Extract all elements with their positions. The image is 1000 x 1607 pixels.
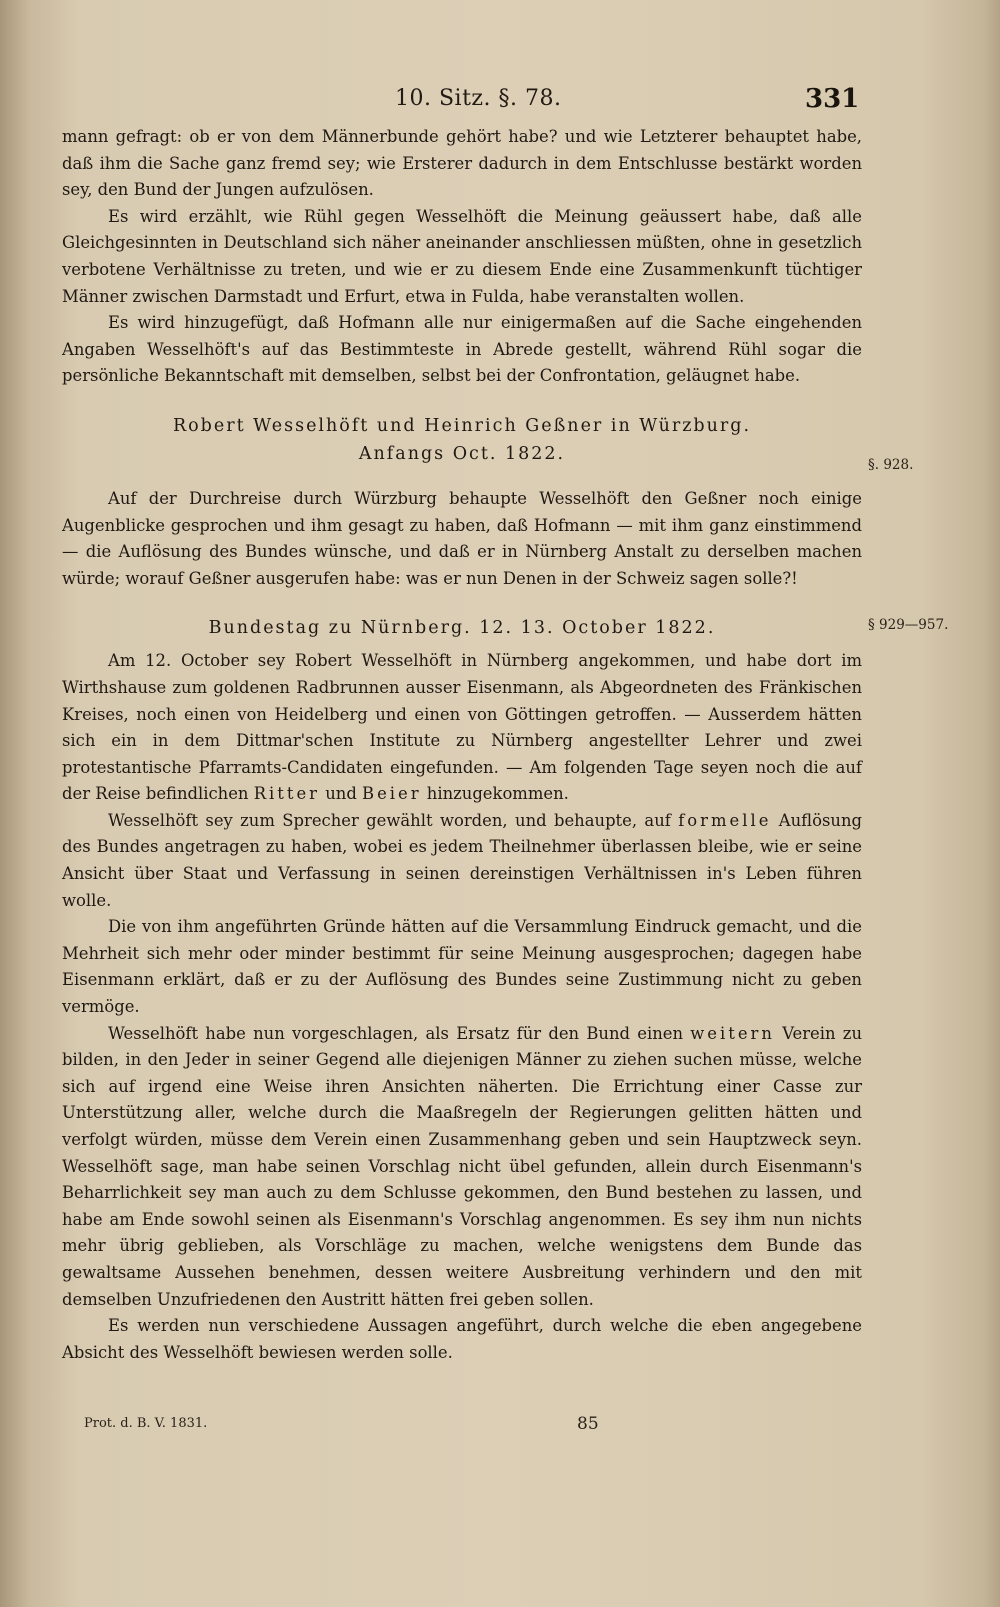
paragraph-9: Es werden nun verschiedene Aussagen angeführt, durch welche die eben angegebene Absicht des Wesselhöft bewiesen werden solle. bbox=[62, 1316, 862, 1362]
page-footer bbox=[0, 1414, 1000, 1438]
paragraph-3: Es wird hinzugefügt, daß Hofmann alle nur einigermaßen auf die Sache eingehenden Angaben Wesselhöft's auf das Bestimmteste in Abrede gestellt, während Rühl sogar die persönliche Bekanntschaft mit demselben, selbst bei der Confrontation, geläugnet habe. bbox=[62, 313, 862, 386]
paragraph-7: Die von ihm angeführten Gründe hätten auf die Versammlung Eindruck gemacht, und die Mehrheit sich mehr oder minder bestimmt für seine Meinung ausgesprochen; dagegen habe Eisenmann erklärt, daß er zu der Auflösung des Bundes seine Zustimmung nicht zu geben vermöge. bbox=[62, 917, 862, 1017]
page-number: 331 bbox=[805, 84, 860, 114]
footer-page-number: 85 bbox=[577, 1414, 599, 1434]
page-header bbox=[0, 86, 1000, 120]
footer-signature: Prot. d. B. V. 1831. bbox=[84, 1416, 208, 1431]
paragraph-6: Wesselhöft sey zum Sprecher gewählt worden, und behaupte, auf formelle Auflösung des Bundes angetragen zu haben, wobei es jedem Theilnehmer überlassen bleibe, wie er seine Ansicht über Staat und Verfassung in seinen dereinstigen Verhältnissen in's Leben führen wolle. bbox=[62, 810, 862, 910]
running-head: 10. Sitz. §. 78. bbox=[395, 86, 562, 111]
margin-note-928: §. 928. bbox=[868, 457, 914, 473]
margin-note-929-957: § 929—957. bbox=[868, 617, 949, 633]
body-text bbox=[62, 124, 862, 1366]
section-heading-nuernberg: Bundestag zu Nürnberg. 12. 13. October 1822. bbox=[208, 618, 716, 639]
paragraph-1: mann gefragt: ob er von dem Männerbunde gehört habe? und wie Letzterer behauptet habe, daß ihm die Sache ganz fremd sey; wie Ersterer dadurch in dem Entschlusse bestärkt worden sey, den Bund der Jungen aufzulösen. bbox=[62, 127, 862, 200]
spaced-word-weitern: weitern bbox=[690, 1023, 775, 1043]
section-date-wuerzburg: Anfangs Oct. 1822. bbox=[358, 443, 566, 464]
section-heading-wuerzburg: Robert Wesselhöft und Heinrich Geßner in Würzburg. bbox=[172, 415, 752, 436]
spaced-word-formelle: formelle bbox=[678, 810, 772, 830]
paragraph-5: Am 12. October sey Robert Wesselhöft in Nürnberg angekommen, und habe dort im Wirthshause zum goldenen Radbrunnen ausser Eisenmann, als Abgeordneten des Fränkischen Kreises, noch einen von Heidelberg und einen von Göttingen getroffen. — Ausserdem hätten sich ein in dem Dittmar'schen Institute zu Nürnberg angestellter Lehrer und zwei protestantische Pfarramts-Candidaten eingefunden. — Am folgenden Tage seyen noch die auf der Reise befindlichen Ritter und Beier hinzugekommen. bbox=[62, 651, 862, 804]
spaced-name-ritter: Ritter bbox=[253, 784, 320, 804]
spaced-name-beier: Beier bbox=[362, 784, 422, 804]
paragraph-2: Es wird erzählt, wie Rühl gegen Wesselhöft die Meinung geäussert habe, daß alle Gleichgesinnten in Deutschland sich näher aneinander anschliessen müßten, ohne in gesetzlich verbotene Verhältnisse zu treten, und wie er zu diesem Ende eine Zusammenkunft tüchtiger Männer zwischen Darmstadt und Erfurt, etwa in Fulda, habe veranstalten wollen. bbox=[62, 206, 862, 306]
paragraph-4: Auf der Durchreise durch Würzburg behaupte Wesselhöft den Geßner noch einige Augenblicke gesprochen und ihm gesagt zu haben, daß Hofmann — mit ihm ganz einstimmend — die Auflösung des Bundes wünsche, und daß er in Nürnberg Anstalt zu derselben machen würde; worauf Geßner ausgerufen habe: was er nun Denen in der Schweiz sagen solle?! bbox=[62, 488, 862, 588]
paragraph-8: Wesselhöft habe nun vorgeschlagen, als Ersatz für den Bund einen weitern Verein zu bilden, in den Jeder in seiner Gegend alle diejenigen Männer zu ziehen suchen müsse, welche sich auf irgend eine Weise ihren Ansichten näherten. Die Errichtung einer Casse zur Unterstützung aller, welche durch die Maaßregeln der Regierungen gelitten hätten und verfolgt würden, müsse dem Verein einen Zusammenhang geben und sein Hauptzweck seyn. Wesselhöft sage, man habe seinen Vorschlag nicht übel gefunden, allein durch Eisenmann's Beharrlichkeit sey man auch zu dem Schlusse gekommen, den Bund bestehen zu lassen, und habe am Ende sowohl seinen als Eisenmann's Vorschlag angenommen. Es sey ihm nun nichts mehr übrig geblieben, als Vorschläge zu machen, welche wenigstens dem Bunde das gewaltsame Aussehen benehmen, dessen weitere Ausbreitung verhindern und den mit demselben Unzufriedenen den Austritt hätten frei geben sollen. bbox=[62, 1023, 862, 1309]
